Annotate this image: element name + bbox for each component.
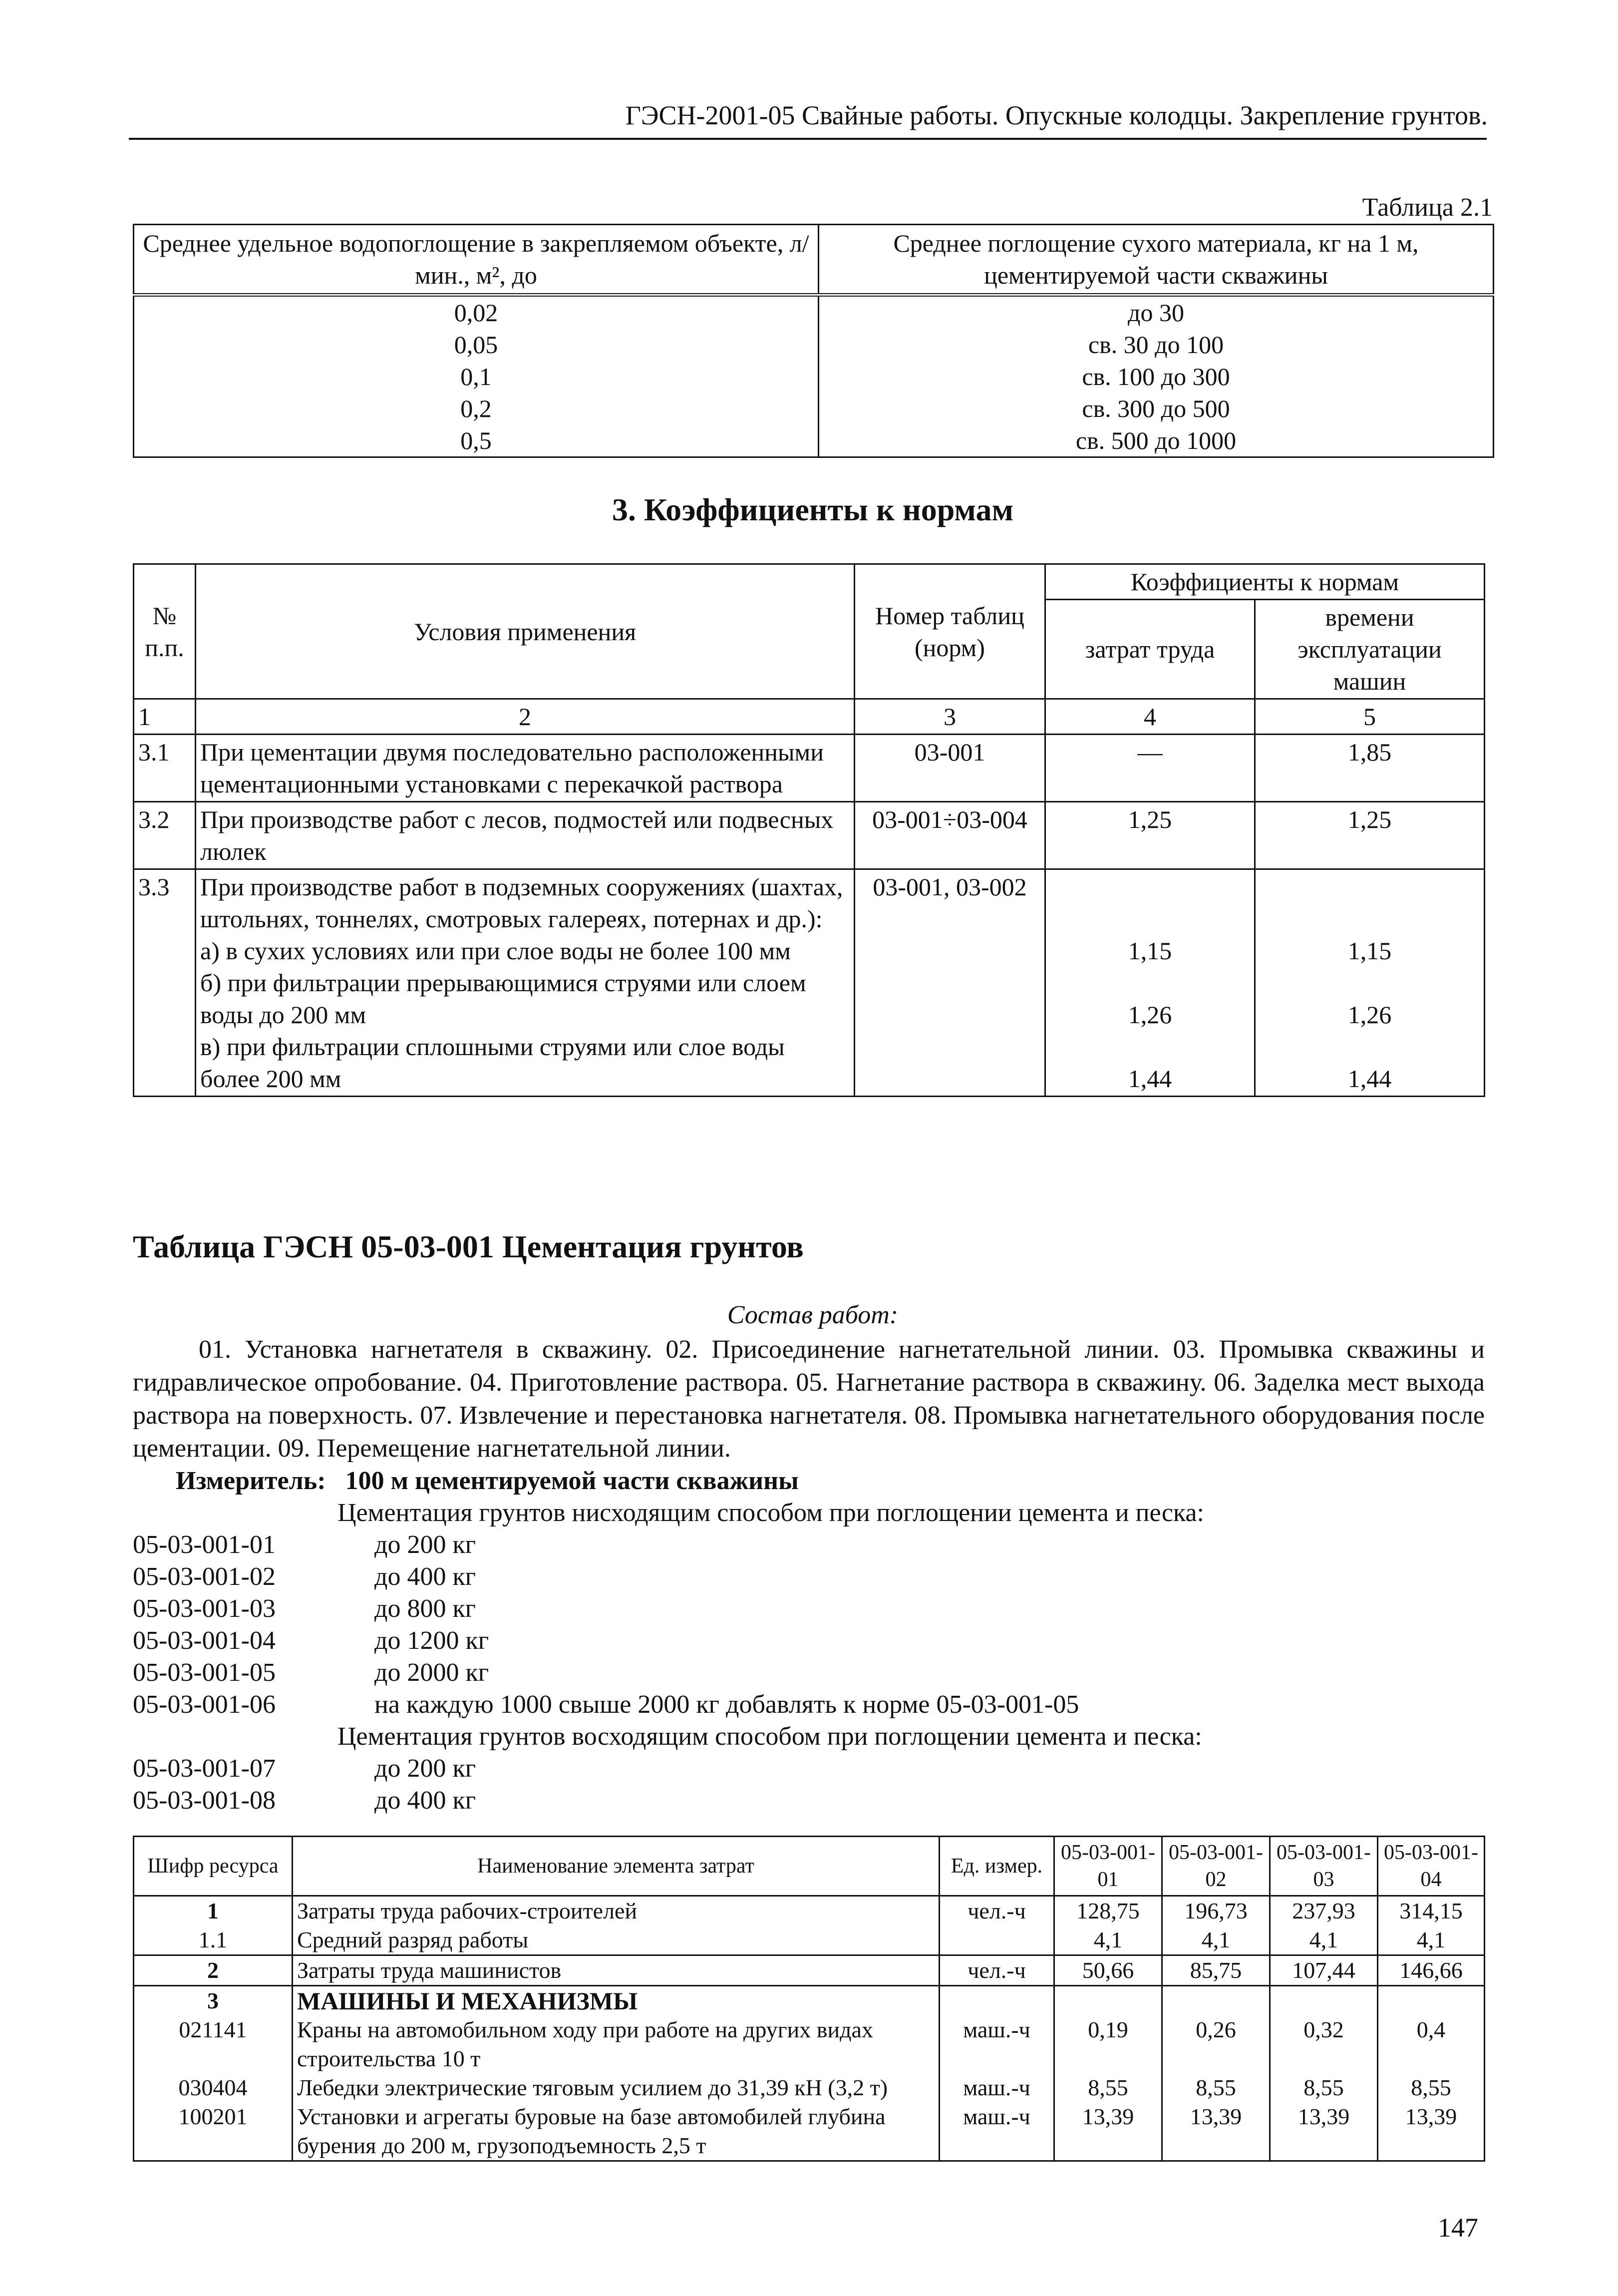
header-name: Наименование элемента затрат (293, 1837, 940, 1896)
norm-desc: до 2000 кг (374, 1658, 489, 1687)
norm-code-row (133, 1530, 476, 1559)
header-num: № п.п. (134, 564, 196, 699)
resource-value: 0,32 (1270, 2015, 1378, 2073)
resource-value: 13,39 (1054, 2102, 1162, 2161)
table-row (134, 1986, 1485, 2016)
table-cell: 0,2 (134, 392, 819, 424)
running-head: ГЭСН-2001-05 Свайные работы. Опускные колодцы. Закрепление грунтов. (625, 100, 1488, 130)
resource-value: 0,4 (1378, 2015, 1485, 2073)
coefficients-table (133, 563, 1485, 1097)
header-norm: 05-03-001-04 (1378, 1837, 1485, 1896)
norm-desc: до 200 кг (374, 1531, 476, 1559)
resource-value (1378, 1986, 1485, 2016)
resource-unit: маш.-ч (940, 2015, 1054, 2073)
resource-value: 8,55 (1162, 2073, 1270, 2102)
header-norm: 05-03-001-01 (1054, 1837, 1162, 1896)
norm-code: 05-03-001-05 (133, 1658, 276, 1687)
norm-code-row (133, 1754, 476, 1783)
table-cell: 0,5 (134, 424, 819, 457)
norm-code-row (133, 1594, 476, 1623)
resource-unit: маш.-ч (940, 2073, 1054, 2102)
resource-value: 314,15 (1378, 1896, 1485, 1926)
resource-value: 4,1 (1378, 1925, 1485, 1955)
table-2-1 (133, 224, 1494, 458)
resource-value: 13,39 (1270, 2102, 1378, 2161)
resource-value: 4,1 (1054, 1925, 1162, 1955)
table-row (134, 869, 1485, 1097)
table-row (134, 2102, 1485, 2161)
column-number: 2 (196, 699, 855, 735)
resource-group-name: МАШИНЫ И МЕХАНИЗМЫ (293, 1986, 940, 2016)
table-header: Среднее удельное водопоглощение в закрепляемом объекте, л/мин., м², до (134, 225, 819, 295)
table-cell: 0,02 (134, 295, 819, 329)
condition-intro: При производстве работ в подземных сооружениях (шахтах, штольнях, тоннелях, смотровых галереях, потернах и др.): (200, 873, 843, 933)
row-number: 3.3 (134, 869, 196, 1097)
header-machine: времени эксплуатации машин (1255, 600, 1485, 699)
table-row (134, 802, 1485, 869)
resource-code: 100201 (134, 2102, 293, 2161)
header-labor: затрат труда (1045, 600, 1255, 699)
table-row (134, 392, 1494, 424)
table-row (134, 295, 1494, 329)
condition-sub-b: б) при фильтрации прерывающимися струями или слоем воды до 200 мм (200, 969, 806, 1029)
norm-code: 05-03-001-08 (133, 1786, 276, 1815)
group-ascending: Цементация грунтов восходящим способом при поглощении цемента и песка: (337, 1722, 1202, 1751)
norm-code: 05-03-001-06 (133, 1690, 276, 1719)
resource-code: 021141 (134, 2015, 293, 2073)
resource-value: 107,44 (1270, 1955, 1378, 1986)
resource-unit (940, 1986, 1054, 2016)
group-descending: Цементация грунтов нисходящим способом при поглощении цемента и песка: (337, 1499, 1204, 1527)
condition-sub-a: а) в сухих условиях или при слое воды не более 100 мм (200, 937, 791, 965)
resource-value: 0,26 (1162, 2015, 1270, 2073)
table-cell: св. 100 до 300 (819, 361, 1494, 392)
row-tables: 03-001÷03-004 (855, 802, 1045, 869)
resource-value: 146,66 (1378, 1955, 1485, 1986)
resource-unit: чел.-ч (940, 1955, 1054, 1986)
resource-code: 1 (134, 1896, 293, 1926)
table-cell: 0,05 (134, 329, 819, 361)
resource-value: 50,66 (1054, 1955, 1162, 1986)
row-tables: 03-001, 03-002 (855, 869, 1045, 1097)
table-cell: св. 300 до 500 (819, 392, 1494, 424)
column-numbers-row (134, 699, 1485, 735)
resource-code: 030404 (134, 2073, 293, 2102)
norm-code-row (133, 1786, 476, 1815)
row-condition: При цементации двумя последовательно расположенными цементационными установками с перекачкой раствора (196, 735, 855, 802)
resource-unit (940, 1925, 1054, 1955)
column-number: 4 (1045, 699, 1255, 735)
row-machine-coef: 1,25 (1255, 802, 1485, 869)
norm-desc: до 1200 кг (374, 1626, 489, 1655)
table-title: Таблица ГЭСН 05-03-001 Цементация грунтов (133, 1229, 804, 1264)
norm-desc: до 800 кг (374, 1594, 476, 1623)
table-row (134, 361, 1494, 392)
resource-value: 0,19 (1054, 2015, 1162, 2073)
header-coefficients: Коэффициенты к нормам (1045, 564, 1485, 600)
table-row (134, 2015, 1485, 2073)
header-unit: Ед. измер. (940, 1837, 1054, 1896)
resource-code: 1.1 (134, 1925, 293, 1955)
resource-value: 8,55 (1378, 2073, 1485, 2102)
header-rule (129, 138, 1487, 140)
header-norm: 05-03-001-03 (1270, 1837, 1378, 1896)
coef-b: 1,26 (1347, 1001, 1392, 1029)
row-machine-coef: 1,85 (1255, 735, 1485, 802)
resource-value: 85,75 (1162, 1955, 1270, 1986)
table-row (134, 1955, 1485, 1986)
condition-sub-c: в) при фильтрации сплошными струями или слое воды более 200 мм (200, 1033, 785, 1093)
table-header: Среднее поглощение сухого материала, кг на 1 м, цементируемой части скважины (819, 225, 1494, 295)
row-labor-coef: 1,25 (1045, 802, 1255, 869)
section-title: 3. Коэффициенты к нормам (612, 492, 1014, 527)
row-labor-coef (1045, 869, 1255, 1097)
resource-value: 196,73 (1162, 1896, 1270, 1926)
table-cell: св. 30 до 100 (819, 329, 1494, 361)
resource-value: 237,93 (1270, 1896, 1378, 1926)
column-number: 1 (134, 699, 196, 735)
table-cell: до 30 (819, 295, 1494, 329)
resource-name: Средний разряд работы (293, 1925, 940, 1955)
column-number: 3 (855, 699, 1045, 735)
works-text: 01. Установка нагнетателя в скважину. 02. Присоединение нагнетательной линии. 03. Промывка скважины и гидравлическое опробование. 04. Приготовление раствора. 05. Нагнетание раствора в скважину. 06. Заделка мест выхода раствора на поверхность. 07. Извлечение и перестановка нагнетателя. 08. Промывка нагнетательного оборудования после цементации. 09. Перемещение нагнетательной линии. (133, 1335, 1485, 1463)
row-labor-coef: — (1045, 735, 1255, 802)
coef-a: 1,15 (1347, 937, 1392, 965)
table-cell: 0,1 (134, 361, 819, 392)
resource-value (1054, 1986, 1162, 2016)
coef-c: 1,44 (1347, 1065, 1392, 1093)
row-tables: 03-001 (855, 735, 1045, 802)
resource-value: 13,39 (1162, 2102, 1270, 2161)
coef-b: 1,26 (1128, 1001, 1172, 1029)
table-caption: Таблица 2.1 (1362, 193, 1493, 222)
resource-value: 8,55 (1054, 2073, 1162, 2102)
resource-value: 8,55 (1270, 2073, 1378, 2102)
resource-value (1162, 1986, 1270, 2016)
table-cell: св. 500 до 1000 (819, 424, 1494, 457)
row-machine-coef (1255, 869, 1485, 1097)
row-condition: При производстве работ с лесов, подмостей или подвесных люлек (196, 802, 855, 869)
resource-name: Установки и агрегаты буровые на базе автомобилей глубина бурения до 200 м, грузоподъемность 2,5 т (293, 2102, 940, 2161)
norm-code-row (133, 1562, 476, 1591)
table-row (134, 735, 1485, 802)
coef-a: 1,15 (1128, 937, 1172, 965)
norm-code: 05-03-001-02 (133, 1562, 276, 1591)
resource-value: 4,1 (1270, 1925, 1378, 1955)
resource-name: Затраты труда рабочих-строителей (293, 1896, 940, 1926)
norm-code-row (133, 1690, 1079, 1719)
row-number: 3.1 (134, 735, 196, 802)
resource-name: Краны на автомобильном ходу при работе на других видах строительства 10 т (293, 2015, 940, 2073)
norm-code: 05-03-001-07 (133, 1754, 276, 1783)
table-row (134, 2073, 1485, 2102)
norm-desc: до 200 кг (374, 1754, 476, 1783)
column-number: 5 (1255, 699, 1485, 735)
meter: Измеритель: 100 м цементируемой части скважины (176, 1467, 799, 1495)
table-row (134, 424, 1494, 457)
resource-table (133, 1836, 1485, 2162)
norm-code-row (133, 1658, 489, 1687)
resource-code: 3 (134, 1986, 293, 2016)
resource-value: 128,75 (1054, 1896, 1162, 1926)
header-conditions: Условия применения (196, 564, 855, 699)
table-row (134, 329, 1494, 361)
resource-unit: маш.-ч (940, 2102, 1054, 2161)
norm-code-row (133, 1626, 489, 1655)
coef-c: 1,44 (1128, 1065, 1172, 1093)
page-number: 147 (1438, 2213, 1478, 2243)
norm-desc: на каждую 1000 свыше 2000 кг добавлять к норме 05-03-001-05 (374, 1690, 1079, 1719)
header-tables: Номер таблиц (норм) (855, 564, 1045, 699)
resource-value (1270, 1986, 1378, 2016)
table-row (134, 1925, 1485, 1955)
row-number: 3.2 (134, 802, 196, 869)
resource-unit: чел.-ч (940, 1896, 1054, 1926)
table-row (134, 1896, 1485, 1926)
header-norm: 05-03-001-02 (1162, 1837, 1270, 1896)
resource-value: 13,39 (1378, 2102, 1485, 2161)
resource-code: 2 (134, 1955, 293, 1986)
row-condition (196, 869, 855, 1097)
norm-code: 05-03-001-04 (133, 1626, 276, 1655)
works-title: Состав работ: (727, 1301, 899, 1329)
norm-desc: до 400 кг (374, 1786, 476, 1815)
norm-code: 05-03-001-03 (133, 1594, 276, 1623)
norm-code: 05-03-001-01 (133, 1531, 276, 1559)
resource-name: Затраты труда машинистов (293, 1955, 940, 1986)
norm-desc: до 400 кг (374, 1562, 476, 1591)
resource-value: 4,1 (1162, 1925, 1270, 1955)
header-code: Шифр ресурса (134, 1837, 293, 1896)
resource-name: Лебедки электрические тяговым усилием до 31,39 кН (3,2 т) (293, 2073, 940, 2102)
